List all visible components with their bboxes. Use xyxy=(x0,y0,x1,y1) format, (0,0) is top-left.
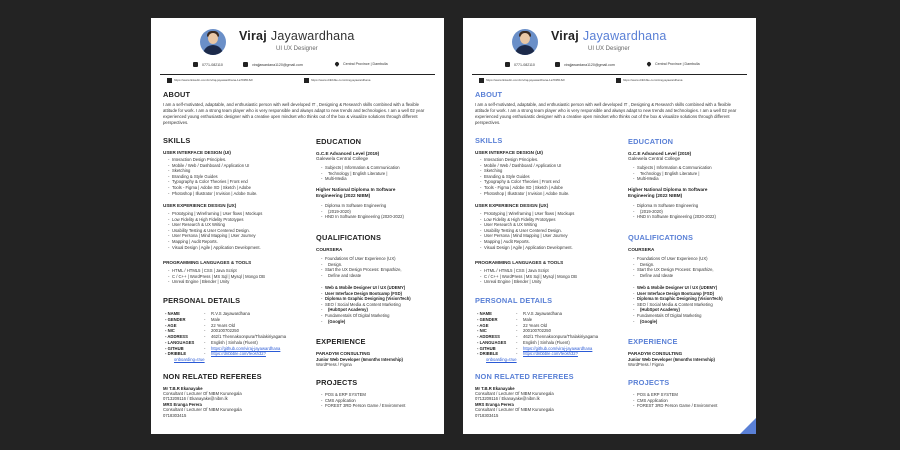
list-item: - Typography & Color Theories | Front end xyxy=(163,179,303,185)
detail-row: - DRIBBLE - https://dribbble.com/feosh32? xyxy=(165,351,266,357)
list-item: - Diploma In Graphic Designing (VisionTech) xyxy=(628,296,753,302)
list-item: - Sketching xyxy=(475,168,615,174)
list-item: - Unreal Engine | Blender | Unity xyxy=(475,279,615,285)
qualification-list-1 xyxy=(628,256,753,278)
resume-role: UI UX Designer xyxy=(588,46,630,52)
experience-heading: EXPERIENCE xyxy=(628,337,678,346)
referee-name: Mr T.B.R Ekanayake xyxy=(163,386,203,391)
detail-row: - GENDER - Male xyxy=(165,316,221,322)
github-link[interactable]: https://github.com/viraj-jayawardhana xyxy=(211,345,281,351)
ui-subheading: USER INTERFACE DESIGN (UI) xyxy=(475,150,543,155)
list-item: - CMS Application xyxy=(316,398,441,404)
detail-row: - NAME - R.V.S Jayawardhana xyxy=(165,311,250,316)
mail-icon xyxy=(555,62,560,67)
list-item: - Subjects | Information & Communication xyxy=(628,165,748,171)
about-heading: ABOUT xyxy=(163,90,191,99)
phone-icon xyxy=(505,62,510,67)
projects-heading: PROJECTS xyxy=(316,378,358,387)
list-item: - Subjects | Information & Communication xyxy=(316,165,436,171)
skills-heading: SKILLS xyxy=(475,136,503,145)
linkedin-link[interactable]: https://www.linkedin.com/in/viraj-jayawardhana-1a7995162/ xyxy=(486,78,565,82)
detail-row: - ADDRESS - 462/1 Thennakoonpura/Thalakiriyagama xyxy=(165,334,287,339)
programming-subheading: PROGRAMMING LANGUAGES & TOOLS xyxy=(163,260,252,265)
detail-row xyxy=(477,357,598,363)
list-item: - Unreal Engine | Blender | Unity xyxy=(163,279,303,285)
list-item: - Tools - Figma | Adobe XD | Sketch | Adobe xyxy=(163,185,303,191)
location-pin-icon xyxy=(334,61,340,67)
dribble-link[interactable]: https://dribbble.com/feosh32? xyxy=(211,351,266,357)
phone-icon xyxy=(193,62,198,67)
exp-company: PARADYM CONSULTING xyxy=(316,351,371,356)
list-item-cont: - Define and Ideate xyxy=(628,273,753,279)
ui-subheading: USER INTERFACE DESIGN (UI) xyxy=(163,150,231,155)
list-item: - User Persona | Mind Mapping | User Journey xyxy=(475,233,615,239)
projects-heading: PROJECTS xyxy=(628,378,670,387)
list-item: - Sketching xyxy=(163,168,303,174)
education-heading: EDUCATION xyxy=(316,137,362,146)
personal-details xyxy=(477,311,598,363)
list-item-cont: - Technology | English Literature | xyxy=(628,171,748,177)
edu-al-school: Galewela Central College xyxy=(316,156,369,161)
detail-row: - LANGUAGES - English | Sinhala (Fluent) xyxy=(477,339,570,345)
list-item: - SEO / Social Media & Content Marketing xyxy=(628,302,753,308)
list-item: - Web & Mobile Designer UI / UX (UDEMY) xyxy=(628,285,753,291)
list-item: - User Research & UX Writing xyxy=(475,222,615,228)
referees-heading: NON RELATED REFEREES xyxy=(163,372,262,381)
dribble-link-cont[interactable]: onboarding=true xyxy=(486,357,517,362)
list-item-cont: - (HubSpot Academy) xyxy=(316,307,441,313)
list-item: - Foundations Of User Experience (UX) xyxy=(628,256,753,262)
education-heading: EDUCATION xyxy=(628,137,674,146)
github-link[interactable]: https://github.com/viraj-jayawardhana xyxy=(523,345,593,351)
referee-detail: 0718303415 xyxy=(163,413,187,418)
list-item: - Multi-Media xyxy=(628,176,748,182)
list-item: - Multi-Media xyxy=(316,176,436,182)
list-item: - Diploma In Graphic Designing (VisionTech) xyxy=(316,296,441,302)
resume-page-mono xyxy=(151,18,444,434)
exp-role: Junior Web Developer (6months Internship) xyxy=(628,357,715,362)
list-item: - Tools - Figma | Adobe XD | Sketch | Adobe xyxy=(475,185,615,191)
qualifications-heading: QUALIFICATIONS xyxy=(316,233,382,242)
list-item: - Diploma In Software Engineering xyxy=(316,203,441,209)
location-contact: Central Province | Dambulla xyxy=(335,62,388,66)
coursera-label: COURSERA xyxy=(316,247,343,252)
list-item: - Start the UX Design Process: Empathize, xyxy=(316,267,441,273)
list-item-cont: - Design. xyxy=(628,262,753,268)
detail-row: - GITHUB - https://github.com/viraj-jayawardhana xyxy=(165,345,281,351)
list-item: - Fundamentals Of Digital Marketing xyxy=(316,313,441,319)
ui-skill-list xyxy=(475,157,615,196)
list-item: - CMS Application xyxy=(628,398,753,404)
detail-row: - NIC - 200100702250 xyxy=(477,328,551,334)
exp-company: PARADYM CONSULTING xyxy=(628,351,683,356)
list-item: - Usability Testing & User Centered Design. xyxy=(163,228,303,234)
ux-skill-list xyxy=(475,211,615,250)
list-item: - HND In Software Engineering (2020-2022) xyxy=(628,214,753,220)
list-item: - Web & Mobile Designer UI / UX (UDEMY) xyxy=(316,285,441,291)
edu-hnd-title: Higher National Diploma In Software xyxy=(316,187,396,192)
list-item: - Prototyping | Wireframing | User flows | Mockups xyxy=(475,211,615,217)
list-item: - Mobile / Web / Dashboard / Application UI xyxy=(163,163,303,169)
referee-detail: Consultant / Lecturer Of NIBM Kurunegala xyxy=(475,407,554,412)
detail-row: - AGE - 22 Years Old xyxy=(477,322,547,328)
list-item: - Photoshop | Illustrator | Invision | Adobe Suite. xyxy=(163,191,303,197)
last-name: Jayawardhana xyxy=(582,29,667,43)
coursera-label: COURSERA xyxy=(628,247,655,252)
list-item: - Branding & Style Guides xyxy=(475,174,615,180)
dribbble-link[interactable]: https://www.dribbble.com/viraj-jayawardhana xyxy=(623,78,683,82)
email-contact: virajjawardana1120@gmail.com xyxy=(243,62,303,67)
referee-detail: 0713209116 / Ekanayake@nibm.lk xyxy=(475,396,540,401)
personal-details-heading: PERSONAL DETAILS xyxy=(163,296,241,305)
referee-name: MRS Eranga Perera xyxy=(475,402,514,407)
avatar xyxy=(512,29,538,55)
edu-al-list xyxy=(316,165,436,182)
resume-name xyxy=(239,29,355,43)
list-item: - Photoshop | Illustrator | Invision | Adobe Suite. xyxy=(475,191,615,197)
resume-role: UI UX Designer xyxy=(276,46,318,52)
list-item: - Start the UX Design Process: Empathize, xyxy=(628,267,753,273)
list-item: - Mapping | Audit Reports. xyxy=(163,239,303,245)
list-item-cont: - (Google) xyxy=(316,319,441,325)
ui-skill-list xyxy=(163,157,303,196)
list-item-cont: - Design. xyxy=(316,262,441,268)
list-item: - Mobile / Web / Dashboard / Application UI xyxy=(475,163,615,169)
list-item: - FOREST 3RD Person Game / Environment xyxy=(628,403,753,409)
phone-contact: 0771-082110 xyxy=(193,62,223,67)
edu-al-title: G.C.E Advanced Level (2019) xyxy=(628,151,692,156)
list-item: - C / C++ | WordPress | MS Sql | Mysql | Mongo DB xyxy=(163,274,303,280)
edu-hnd-title-2: Engineering (2022 NIBM) xyxy=(628,193,683,198)
detail-row xyxy=(165,357,286,363)
referee-detail: Consultant / Lecturer Of NIBM Kurunegala xyxy=(163,407,242,412)
programming-list xyxy=(475,268,615,285)
corner-accent xyxy=(740,418,756,434)
ux-subheading: USER EXPERIENCE DESIGN (UX) xyxy=(163,203,237,208)
linkedin-icon xyxy=(479,78,484,83)
list-item: - Interaction Design Principles. xyxy=(475,157,615,163)
qualification-list-2 xyxy=(628,285,753,324)
detail-row: - ADDRESS - 462/1 Thennakoonpura/Thalakiriyagama xyxy=(477,334,599,339)
programming-subheading: PROGRAMMING LANGUAGES & TOOLS xyxy=(475,260,564,265)
location-pin-icon xyxy=(646,61,652,67)
list-item: - SEO / Social Media & Content Marketing xyxy=(316,302,441,308)
list-item: - HTML / HTML5 | CSS | Java Script xyxy=(475,268,615,274)
personal-details-heading: PERSONAL DETAILS xyxy=(475,296,553,305)
last-name: Jayawardhana xyxy=(270,29,355,43)
exp-detail: WordPress / Figma xyxy=(316,362,352,367)
personal-details xyxy=(165,311,286,363)
first-name: Viraj xyxy=(239,29,267,43)
qualifications-heading: QUALIFICATIONS xyxy=(628,233,694,242)
location-contact: Central Province | Dambulla xyxy=(647,62,700,66)
detail-row: - DRIBBLE - https://dribbble.com/feosh32? xyxy=(477,351,578,357)
list-item: - Mapping | Audit Reports. xyxy=(475,239,615,245)
referee-detail: Consultant / Lecturer Of NIBM Kurunegala xyxy=(163,391,242,396)
ux-subheading: USER EXPERIENCE DESIGN (UX) xyxy=(475,203,549,208)
email-contact: virajjawardana1120@gmail.com xyxy=(555,62,615,67)
list-item: - Branding & Style Guides xyxy=(163,174,303,180)
referee-detail: 0718303415 xyxy=(475,413,499,418)
list-item: - User Research & UX Writing xyxy=(163,222,303,228)
about-text: I am a self-motivated, adaptable, and enthusiastic person with well developed IT , Designing & Research skills combined with a flexible attitude for work. I am a strong team player who is very responsible and always adapt to new trends and technologies. I am a well 02 year experienced young enthusiastic designer with a creative open mindset who thinks out of the box & visualize solutions through different perspectives. xyxy=(163,102,425,125)
detail-row: - GENDER - Male xyxy=(477,316,533,322)
edu-hnd-list xyxy=(316,203,441,220)
list-item: - Interaction Design Principles. xyxy=(163,157,303,163)
qualification-list-2 xyxy=(316,285,441,324)
list-item-cont: - (Google) xyxy=(628,319,753,325)
projects-list xyxy=(628,392,753,409)
list-item-cont: - Define and Ideate xyxy=(316,273,441,279)
list-item: - Diploma In Software Engineering xyxy=(628,203,753,209)
mail-icon xyxy=(243,62,248,67)
linkedin-icon xyxy=(167,78,172,83)
detail-row: - GITHUB - https://github.com/viraj-jayawardhana xyxy=(477,345,593,351)
list-item: - POS & ERP SYSTEM xyxy=(316,392,441,398)
referees-heading: NON RELATED REFEREES xyxy=(475,372,574,381)
list-item: - Visual Design | Agile | Application Development. xyxy=(163,245,303,251)
list-item: - Low Fidelity & High Fidelity Prototypes xyxy=(475,217,615,223)
detail-row: - LANGUAGES - English | Sinhala (Fluent) xyxy=(165,339,258,345)
programming-list xyxy=(163,268,303,285)
edu-hnd-title: Higher National Diploma In Software xyxy=(628,187,708,192)
list-item: - User Interface Design Bootcamp (FSD) xyxy=(628,291,753,297)
list-item: - C / C++ | WordPress | MS Sql | Mysql | Mongo DB xyxy=(475,274,615,280)
detail-row: - NAME - R.V.S Jayawardhana xyxy=(477,311,562,316)
referee-name: MRS Eranga Perera xyxy=(163,402,202,407)
list-item: - Usability Testing & User Centered Design. xyxy=(475,228,615,234)
experience-heading: EXPERIENCE xyxy=(316,337,366,346)
detail-row: - AGE - 22 Years Old xyxy=(165,322,235,328)
resume-name xyxy=(551,29,667,43)
qualification-list-1 xyxy=(316,256,441,278)
edu-al-list xyxy=(628,165,748,182)
list-item: - Low Fidelity & High Fidelity Prototypes xyxy=(163,217,303,223)
list-item: - User Persona | Mind Mapping | User Journey xyxy=(163,233,303,239)
referee-detail: 0713209116 / Ekanayake@nibm.lk xyxy=(163,396,228,401)
list-item: - FOREST 3RD Person Game / Environment xyxy=(316,403,441,409)
edu-hnd-title-2: Engineering (2022 NIBM) xyxy=(316,193,371,198)
list-item: - Visual Design | Agile | Application Development. xyxy=(475,245,615,251)
list-item: - Prototyping | Wireframing | User flows | Mockups xyxy=(163,211,303,217)
links-bar xyxy=(160,74,435,82)
list-item: - POS & ERP SYSTEM xyxy=(628,392,753,398)
dribbble-icon xyxy=(304,78,309,83)
list-item-cont: - (2019-2020) xyxy=(628,209,753,215)
avatar xyxy=(200,29,226,55)
dribble-link[interactable]: https://dribbble.com/feosh32? xyxy=(523,351,578,357)
edu-al-school: Galewela Central College xyxy=(628,156,681,161)
list-item-cont: - (HubSpot Academy) xyxy=(628,307,753,313)
list-item: - Foundations Of User Experience (UX) xyxy=(316,256,441,262)
ux-skill-list xyxy=(163,211,303,250)
list-item: - Typography & Color Theories | Front end xyxy=(475,179,615,185)
about-text: I am a self-motivated, adaptable, and enthusiastic person with well developed IT , Designing & Research skills combined with a flexible attitude for work. I am a strong team player who is very responsible and always adapt to new trends and technologies. I am a well 02 year experienced young enthusiastic designer with a creative open mindset who thinks out of the box & visualize solutions through different perspectives. xyxy=(475,102,737,125)
projects-list xyxy=(316,392,441,409)
list-item: - Fundamentals Of Digital Marketing xyxy=(628,313,753,319)
list-item-cont: - Technology | English Literature | xyxy=(316,171,436,177)
edu-al-title: G.C.E Advanced Level (2019) xyxy=(316,151,380,156)
list-item: - HTML / HTML5 | CSS | Java Script xyxy=(163,268,303,274)
list-item: - HND In Software Engineering (2020-2022) xyxy=(316,214,441,220)
links-bar xyxy=(472,74,747,82)
detail-row: - NIC - 200100702250 xyxy=(165,328,239,334)
list-item-cont: - (2019-2020) xyxy=(316,209,441,215)
exp-detail: WordPress / Figma xyxy=(628,362,664,367)
skills-heading: SKILLS xyxy=(163,136,191,145)
dribbble-icon xyxy=(616,78,621,83)
resume-page-blue xyxy=(463,18,756,434)
linkedin-link[interactable]: https://www.linkedin.com/in/viraj-jayawardhana-1a7995162/ xyxy=(174,78,253,82)
edu-hnd-list xyxy=(628,203,753,220)
referee-detail: Consultant / Lecturer Of NIBM Kurunegala xyxy=(475,391,554,396)
dribble-link-cont[interactable]: onboarding=true xyxy=(174,357,205,362)
exp-role: Junior Web Developer (6months Internship) xyxy=(316,357,403,362)
list-item: - User Interface Design Bootcamp (FSD) xyxy=(316,291,441,297)
referee-name: Mr T.B.R Ekanayake xyxy=(475,386,515,391)
about-heading: ABOUT xyxy=(475,90,503,99)
first-name: Viraj xyxy=(551,29,579,43)
phone-contact: 0771-082110 xyxy=(505,62,535,67)
dribbble-link[interactable]: https://www.dribbble.com/viraj-jayawardhana xyxy=(311,78,371,82)
